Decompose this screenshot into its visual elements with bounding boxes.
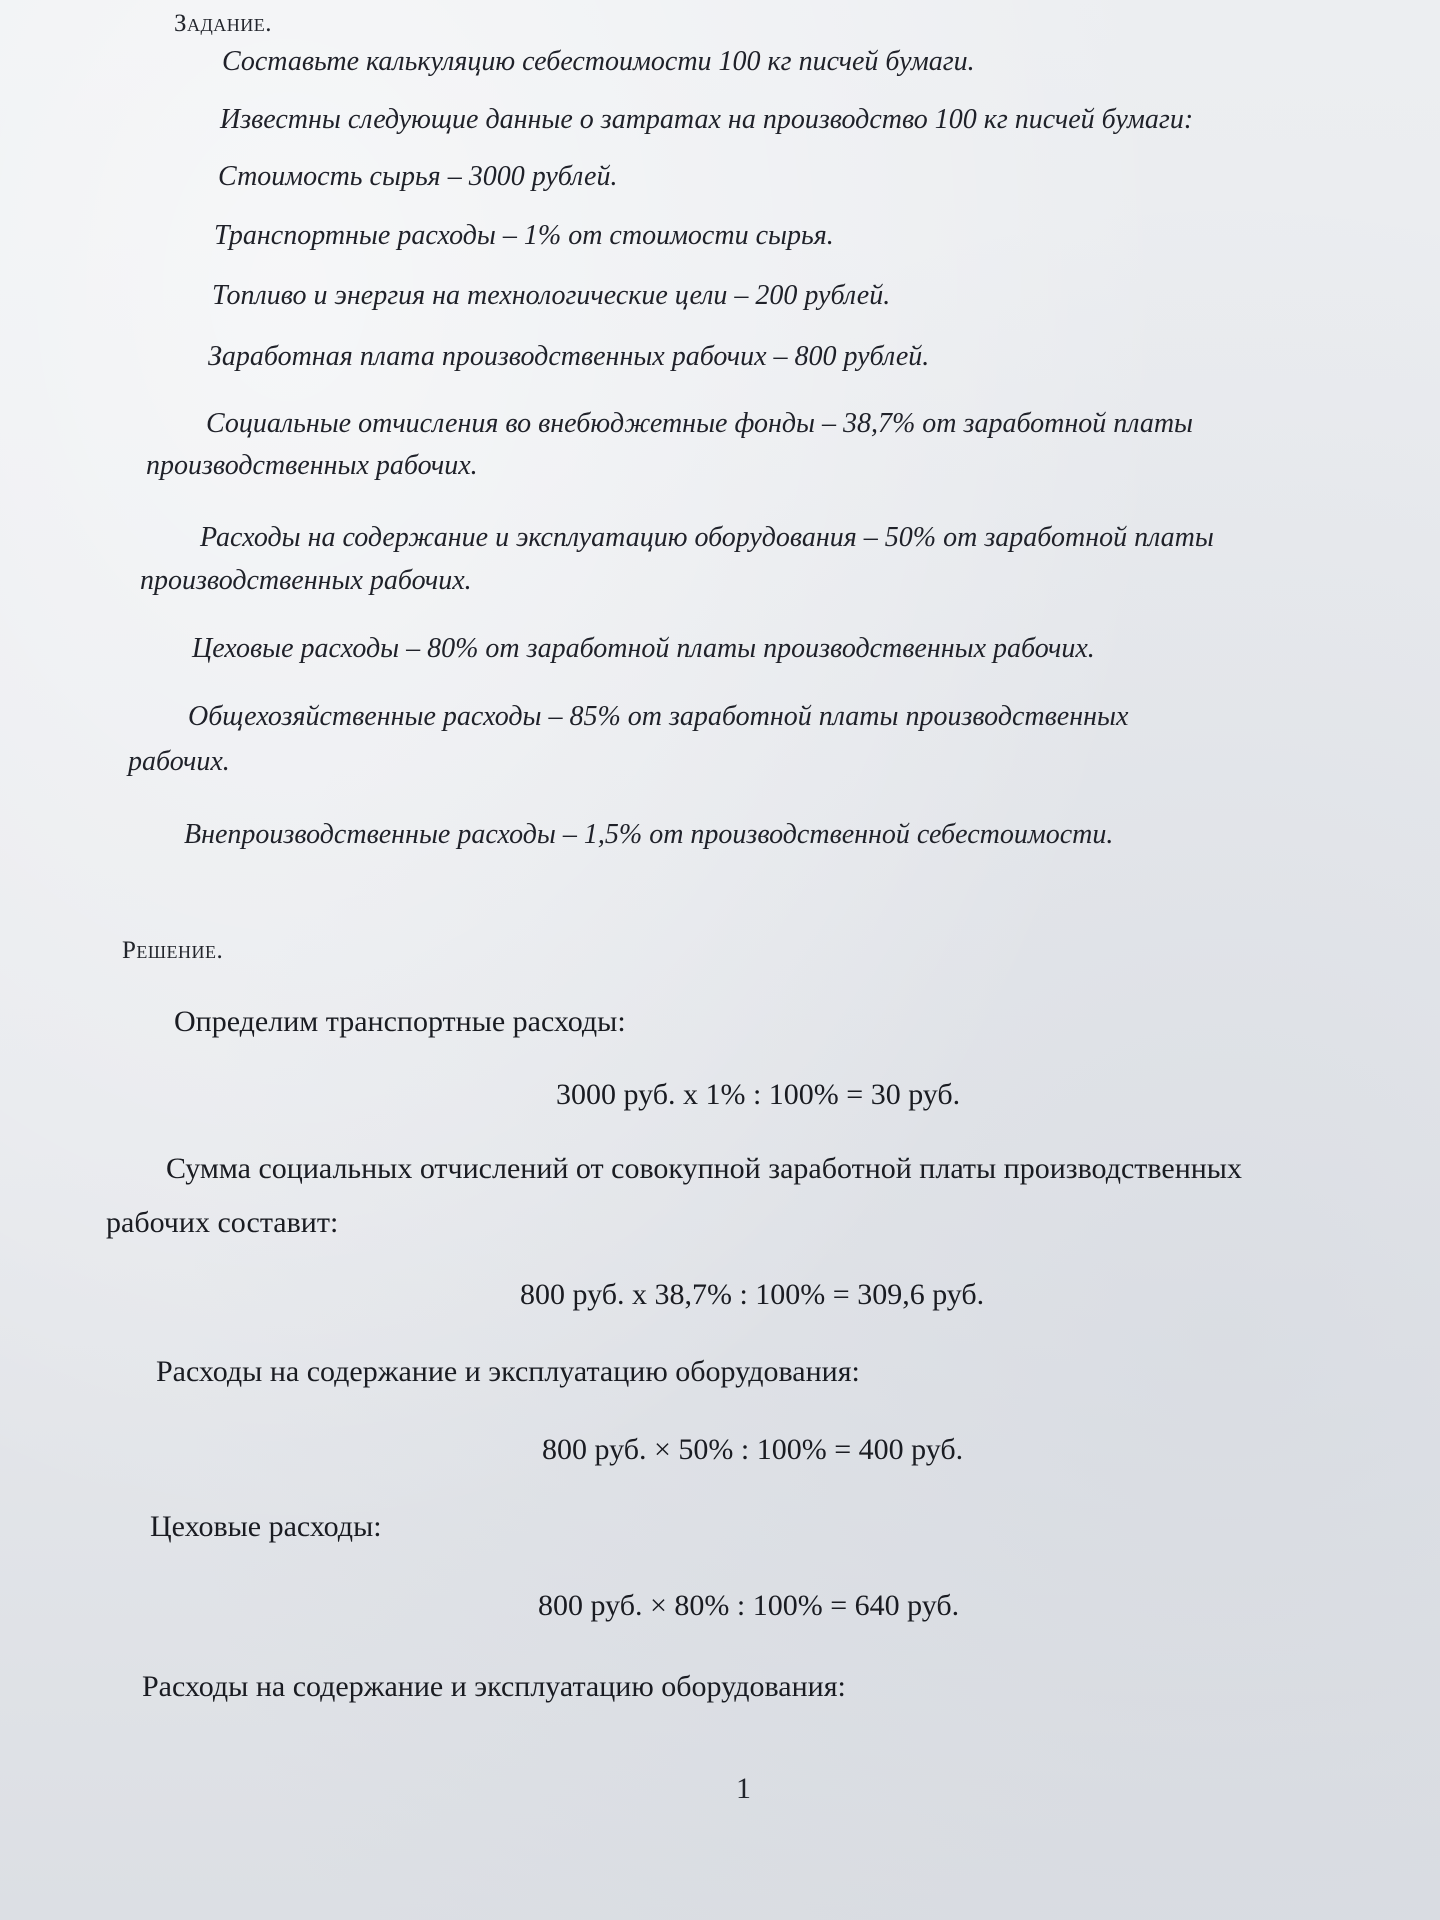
solution-formula-4: 800 руб. × 80% : 100% = 640 руб.	[538, 1589, 960, 1622]
task-heading: Задание.	[174, 10, 273, 37]
solution-line-5: Цеховые расходы:	[150, 1510, 382, 1543]
task-line-5: Топливо и энергия на технологические цели – 200 рублей.	[212, 280, 891, 311]
task-line-14: Внепроизводственные расходы – 1,5% от производственной себестоимости.	[184, 819, 1114, 850]
task-line-8: производственных рабочих.	[146, 450, 478, 481]
solution-line-1: Определим транспортные расходы:	[174, 1005, 626, 1038]
solution-line-4: Расходы на содержание и эксплуатацию оборудования:	[156, 1355, 860, 1388]
task-line-9: Расходы на содержание и эксплуатацию оборудования – 50% от заработной платы	[200, 522, 1214, 553]
task-line-10: производственных рабочих.	[140, 565, 472, 596]
task-line-4: Транспортные расходы – 1% от стоимости сырья.	[214, 220, 834, 251]
solution-line-6: Расходы на содержание и эксплуатацию оборудования:	[142, 1670, 846, 1703]
solution-formula-3: 800 руб. × 50% : 100% = 400 руб.	[542, 1433, 964, 1466]
task-line-1: Составьте калькуляцию себестоимости 100 кг писчей бумаги.	[222, 46, 975, 77]
task-line-2: Известны следующие данные о затратах на производство 100 кг писчей бумаги:	[220, 104, 1194, 135]
task-line-7: Социальные отчисления во внебюджетные фонды – 38,7% от заработной платы	[206, 408, 1194, 439]
solution-line-2: Сумма социальных отчислений от совокупной заработной платы производственных	[166, 1152, 1242, 1185]
solution-formula-1: 3000 руб. х 1% : 100% = 30 руб.	[556, 1078, 961, 1111]
solution-heading: Решение.	[122, 937, 224, 964]
task-line-11: Цеховые расходы – 80% от заработной платы производственных рабочих.	[192, 633, 1095, 664]
task-line-13: рабочих.	[128, 746, 230, 777]
solution-line-3: рабочих составит:	[106, 1206, 339, 1239]
page-number: 1	[736, 1772, 751, 1805]
task-line-3: Стоимость сырья – 3000 рублей.	[218, 161, 618, 192]
solution-formula-2: 800 руб. х 38,7% : 100% = 309,6 руб.	[520, 1278, 985, 1311]
task-line-6: Заработная плата производственных рабочих – 800 рублей.	[208, 341, 930, 372]
task-line-12: Общехозяйственные расходы – 85% от заработной платы производственных	[188, 701, 1129, 732]
